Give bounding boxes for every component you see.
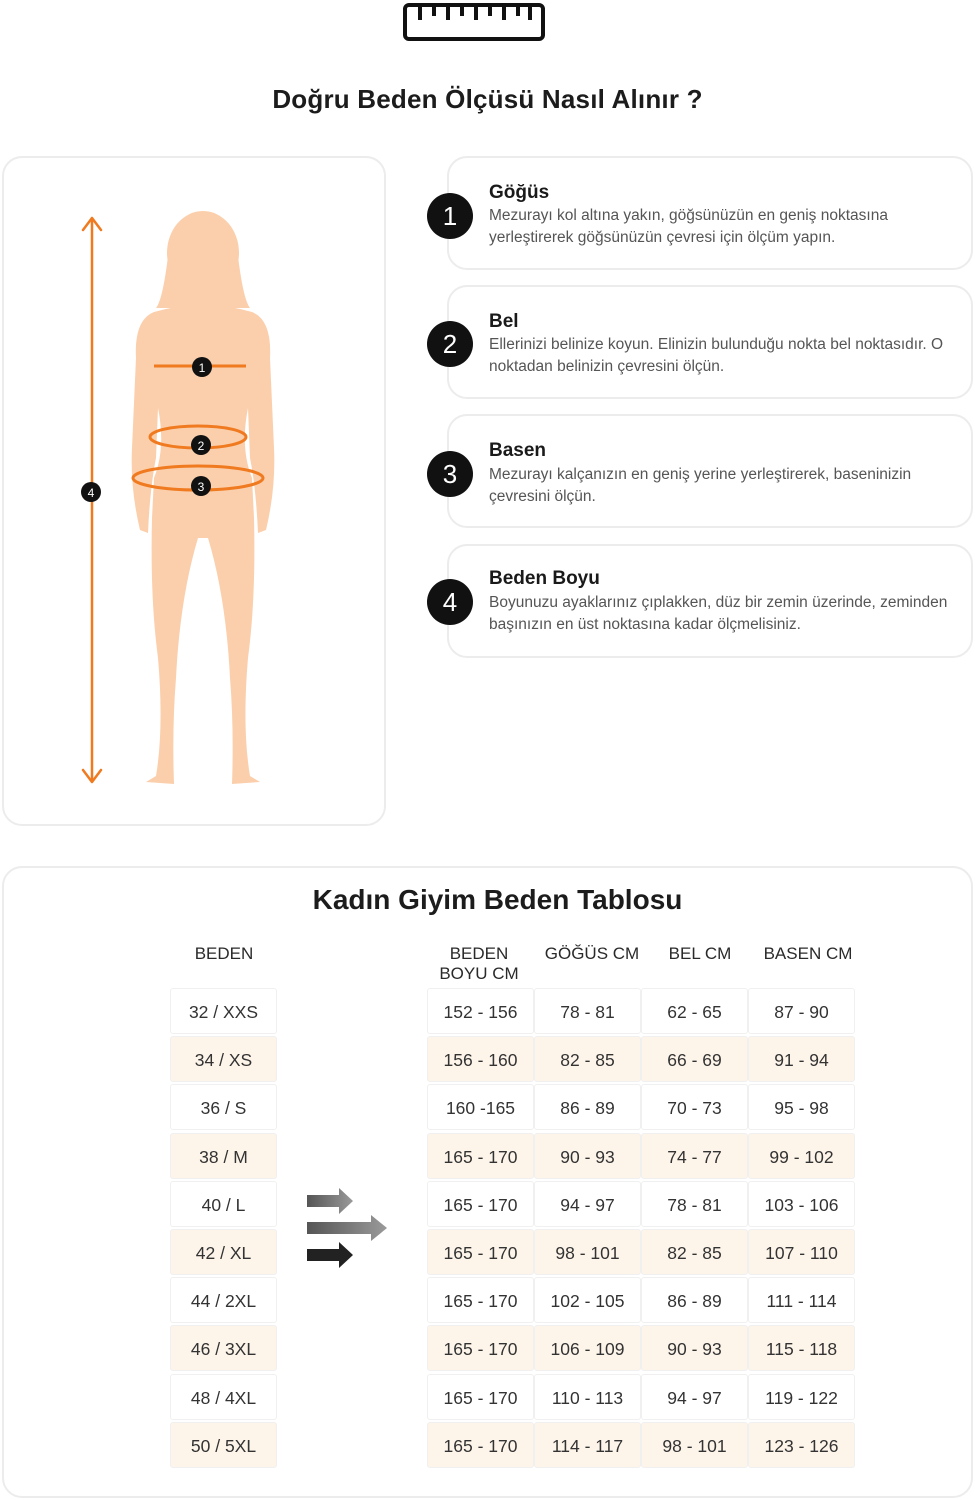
cell-bel: 82 - 85 (641, 1229, 748, 1275)
svg-text:4: 4 (87, 486, 95, 500)
cell-basen: 107 - 110 (748, 1229, 855, 1275)
cell-basen: 111 - 114 (748, 1277, 855, 1323)
cell-gogus: 106 - 109 (534, 1325, 641, 1371)
cell-beden-boyu: 160 -165 (427, 1084, 534, 1130)
cell-basen: 119 - 122 (748, 1374, 855, 1420)
cell-beden-boyu: 165 - 170 (427, 1374, 534, 1420)
step-description: Ellerinizi belinize koyun. Elinizin bulunduğu nokta bel noktasıdır. O noktadan belinizin çevresini ölçün. (489, 336, 944, 375)
cell-bel: 98 - 101 (641, 1422, 748, 1468)
cell-beden: 38 / M (170, 1133, 277, 1179)
step-title: Bel (489, 311, 519, 332)
cell-basen: 91 - 94 (748, 1036, 855, 1082)
cell-bel: 66 - 69 (641, 1036, 748, 1082)
size-table-title: Kadın Giyim Beden Tablosu (312, 884, 683, 915)
step-number-badge: 4 (427, 579, 473, 625)
step-title: Göğüs (489, 182, 550, 203)
cell-gogus: 94 - 97 (534, 1181, 641, 1227)
cell-beden: 46 / 3XL (170, 1325, 277, 1371)
cell-basen: 123 - 126 (748, 1422, 855, 1468)
cell-basen: 115 - 118 (748, 1325, 855, 1371)
cell-bel: 86 - 89 (641, 1277, 748, 1323)
figure-marker-3 (191, 476, 211, 496)
page-title: Doğru Beden Ölçüsü Nasıl Alınır ? (272, 84, 703, 114)
cell-bel: 74 - 77 (641, 1133, 748, 1179)
cell-beden: 44 / 2XL (170, 1277, 277, 1323)
column-header-gogus: GÖĞÜS CM (544, 944, 640, 963)
cell-beden-boyu: 156 - 160 (427, 1036, 534, 1082)
body-figure-card (2, 156, 386, 826)
cell-gogus: 102 - 105 (534, 1277, 641, 1323)
cell-basen: 99 - 102 (748, 1133, 855, 1179)
column-header-beden-boyu: BEDEN BOYU CM (439, 944, 519, 983)
cell-beden-boyu: 165 - 170 (427, 1181, 534, 1227)
cell-bel: 78 - 81 (641, 1181, 748, 1227)
cell-basen: 95 - 98 (748, 1084, 855, 1130)
column-header-bel: BEL CM (668, 944, 732, 963)
cell-beden-boyu: 165 - 170 (427, 1277, 534, 1323)
cell-beden: 48 / 4XL (170, 1374, 277, 1420)
step-number-badge: 2 (427, 321, 473, 367)
figure-marker-4 (81, 482, 101, 502)
cell-gogus: 90 - 93 (534, 1133, 641, 1179)
column-header-basen: BASEN CM (763, 944, 853, 963)
cell-beden-boyu: 165 - 170 (427, 1325, 534, 1371)
cell-gogus: 110 - 113 (534, 1374, 641, 1420)
cell-gogus: 82 - 85 (534, 1036, 641, 1082)
cell-beden-boyu: 165 - 170 (427, 1229, 534, 1275)
svg-text:1: 1 (198, 361, 206, 375)
cell-beden-boyu: 152 - 156 (427, 988, 534, 1034)
arrows-icon (305, 1185, 391, 1271)
cell-bel: 90 - 93 (641, 1325, 748, 1371)
step-description: Boyunuzu ayaklarınız çıplakken, düz bir zemin üzerinde, zeminden başınızın en üst noktasına kadar ölçmelisiniz. (489, 594, 948, 633)
figure-marker-1 (192, 357, 212, 377)
svg-text:2: 2 (197, 439, 205, 453)
svg-text:3: 3 (197, 480, 205, 494)
figure-marker-2 (191, 435, 211, 455)
cell-basen: 103 - 106 (748, 1181, 855, 1227)
cell-bel: 94 - 97 (641, 1374, 748, 1420)
cell-gogus: 114 - 117 (534, 1422, 641, 1468)
step-number-badge: 1 (427, 193, 473, 239)
body-silhouette-figure (4, 158, 388, 828)
step-description: Mezurayı kol altına yakın, göğsünüzün en geniş noktasına yerleştirerek göğsünüzün çevresi için ölçüm yapın. (489, 207, 888, 246)
cell-beden: 34 / XS (170, 1036, 277, 1082)
cell-beden: 32 / XXS (170, 988, 277, 1034)
cell-bel: 62 - 65 (641, 988, 748, 1034)
ruler-icon (402, 2, 546, 42)
step-title: Basen (489, 440, 547, 461)
cell-beden: 36 / S (170, 1084, 277, 1130)
cell-beden-boyu: 165 - 170 (427, 1133, 534, 1179)
cell-basen: 87 - 90 (748, 988, 855, 1034)
step-title: Beden Boyu (489, 568, 600, 589)
cell-beden: 42 / XL (170, 1229, 277, 1275)
column-header-beden: BEDEN (194, 944, 254, 963)
step-number-badge: 3 (427, 451, 473, 497)
cell-beden: 40 / L (170, 1181, 277, 1227)
cell-beden: 50 / 5XL (170, 1422, 277, 1468)
cell-gogus: 78 - 81 (534, 988, 641, 1034)
cell-bel: 70 - 73 (641, 1084, 748, 1130)
cell-gogus: 86 - 89 (534, 1084, 641, 1130)
step-description: Mezurayı kalçanızın en geniş yerine yerleştirerek, baseninizin çevresini ölçün. (489, 466, 912, 505)
cell-gogus: 98 - 101 (534, 1229, 641, 1275)
cell-beden-boyu: 165 - 170 (427, 1422, 534, 1468)
